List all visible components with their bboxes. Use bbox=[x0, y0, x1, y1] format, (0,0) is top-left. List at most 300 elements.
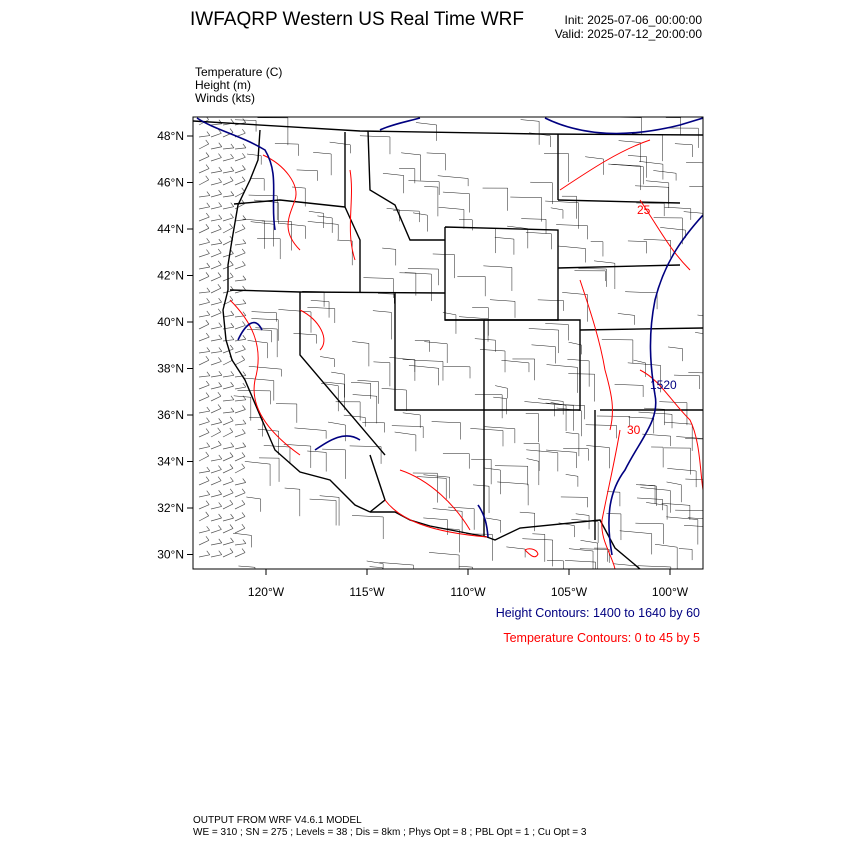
wind-barb bbox=[211, 543, 222, 545]
wind-barb bbox=[223, 457, 233, 461]
wind-barb-flag bbox=[206, 536, 209, 540]
county-line bbox=[285, 488, 300, 516]
county-line bbox=[568, 374, 594, 402]
wind-barb-flag bbox=[219, 202, 222, 206]
lon-tick-label: 120°W bbox=[247, 585, 285, 599]
wind-barb bbox=[211, 555, 222, 557]
height-contour-legend: Height Contours: 1400 to 1640 by 60 bbox=[495, 606, 700, 620]
county-line bbox=[688, 373, 715, 388]
county-line bbox=[562, 292, 587, 321]
wind-barb-flag bbox=[230, 129, 233, 133]
wind-barb bbox=[199, 433, 209, 437]
wind-barb bbox=[223, 195, 234, 197]
county-line bbox=[497, 482, 528, 505]
wind-barb-flag bbox=[231, 396, 234, 400]
county-line bbox=[246, 497, 260, 512]
wind-barb bbox=[235, 528, 245, 533]
wind-barb bbox=[235, 433, 245, 437]
wind-barb-flag bbox=[219, 323, 222, 327]
wind-barb bbox=[235, 456, 245, 461]
county-line bbox=[558, 246, 586, 262]
wind-barb bbox=[199, 505, 209, 509]
boundary-az-ca bbox=[370, 455, 385, 512]
county-line bbox=[653, 171, 676, 181]
wind-barb bbox=[223, 542, 234, 545]
county-line bbox=[666, 517, 698, 545]
county-line bbox=[659, 402, 687, 425]
wind-barb-flag bbox=[231, 382, 234, 386]
county-line bbox=[586, 425, 617, 439]
county-line bbox=[262, 221, 292, 250]
county-line bbox=[495, 237, 514, 254]
wind-barb-flag bbox=[219, 143, 222, 147]
wind-barb bbox=[199, 471, 210, 473]
county-line bbox=[408, 181, 439, 195]
wind-barb bbox=[199, 217, 209, 221]
page-title: IWFAQRP Western US Real Time WRF bbox=[190, 9, 524, 30]
wind-barb-flag bbox=[206, 452, 209, 456]
county-line bbox=[408, 269, 438, 286]
wind-barb-flag bbox=[218, 466, 221, 470]
lon-tick-label: 110°W bbox=[450, 585, 486, 599]
wind-barb-flag bbox=[231, 311, 234, 315]
county-line bbox=[363, 278, 393, 298]
county-line bbox=[642, 434, 670, 446]
wind-barb-flag bbox=[207, 407, 210, 411]
county-line bbox=[373, 362, 389, 386]
county-line bbox=[310, 499, 336, 525]
county-line bbox=[382, 388, 407, 411]
field-label-temperature: Temperature (C) bbox=[195, 65, 283, 79]
county-line bbox=[484, 468, 500, 494]
wind-barb bbox=[223, 400, 234, 401]
county-line bbox=[457, 276, 485, 296]
wind-barb bbox=[235, 493, 245, 497]
wind-barb bbox=[199, 196, 210, 197]
wind-barb bbox=[211, 182, 222, 185]
lon-tick-label: 115°W bbox=[349, 585, 385, 599]
wind-barb bbox=[211, 288, 221, 293]
wind-barb bbox=[223, 481, 233, 485]
boundary-ca-nv bbox=[300, 292, 385, 455]
wind-barb bbox=[223, 504, 233, 509]
wind-barb-flag bbox=[218, 273, 221, 277]
county-line bbox=[495, 386, 507, 399]
county-line bbox=[685, 439, 710, 465]
wind-barb-flag bbox=[230, 500, 233, 504]
county-line bbox=[403, 413, 420, 428]
wind-barb bbox=[199, 254, 209, 257]
county-line bbox=[532, 345, 556, 364]
county-line bbox=[409, 365, 439, 385]
wind-barb-flag bbox=[219, 539, 222, 543]
wind-barb bbox=[211, 375, 222, 377]
wind-barb-flag bbox=[231, 443, 234, 447]
wind-barb bbox=[235, 229, 245, 233]
wind-barb bbox=[223, 207, 234, 209]
county-line bbox=[392, 426, 423, 438]
county-line bbox=[432, 422, 461, 440]
wind-barb-flag bbox=[206, 213, 209, 217]
wind-barb-flag bbox=[206, 272, 209, 276]
wind-barb-flag bbox=[230, 477, 233, 481]
wind-barb-flag bbox=[242, 405, 245, 409]
county-line bbox=[352, 515, 383, 539]
wind-barb bbox=[199, 276, 209, 281]
county-line bbox=[309, 211, 324, 228]
wind-barb bbox=[211, 432, 221, 437]
wind-barb-flag bbox=[207, 526, 210, 530]
wind-barb-flag bbox=[231, 371, 234, 375]
county-line bbox=[483, 188, 508, 211]
county-line bbox=[403, 360, 415, 381]
lat-tick-label: 44°N bbox=[157, 222, 184, 236]
wind-barb-flag bbox=[218, 441, 221, 445]
boundary-sd-ne bbox=[558, 265, 680, 268]
contour-label-temperature-30: 30 bbox=[627, 423, 641, 437]
county-line bbox=[405, 273, 432, 301]
wind-barb bbox=[235, 243, 246, 245]
wind-barb-flag bbox=[218, 428, 221, 432]
wind-barb-flag bbox=[230, 296, 233, 300]
model-info-line: OUTPUT FROM WRF V4.6.1 MODEL bbox=[193, 815, 362, 826]
wind-barb-flag bbox=[207, 467, 210, 471]
boundary-ut bbox=[395, 293, 484, 410]
wind-barb-flag bbox=[219, 239, 222, 243]
wind-barb bbox=[235, 280, 246, 281]
county-line bbox=[427, 153, 446, 170]
wind-barb-flag bbox=[242, 261, 245, 265]
wind-barb bbox=[199, 324, 209, 329]
wind-barb bbox=[199, 351, 210, 353]
boundary-mexico bbox=[370, 512, 640, 569]
county-line bbox=[297, 170, 318, 181]
wind-barb-flag bbox=[231, 119, 234, 123]
wind-barb-flag bbox=[206, 176, 209, 180]
county-line bbox=[651, 447, 663, 467]
wind-barb-flag bbox=[206, 224, 209, 228]
lat-tick-label: 42°N bbox=[157, 268, 184, 283]
county-line bbox=[644, 239, 671, 258]
wind-barb bbox=[211, 219, 222, 221]
wind-barb-flag bbox=[230, 261, 233, 265]
wind-barb bbox=[211, 494, 222, 497]
wind-barb bbox=[223, 148, 234, 149]
county-line bbox=[307, 451, 326, 472]
county-line bbox=[578, 268, 606, 286]
wind-barb-flag bbox=[206, 165, 209, 169]
county-line bbox=[243, 219, 265, 249]
wind-barb-flag bbox=[206, 477, 209, 481]
wind-barb bbox=[235, 553, 245, 557]
wind-barb bbox=[199, 481, 209, 485]
wind-barb bbox=[199, 267, 210, 269]
county-line bbox=[247, 154, 261, 165]
county-line bbox=[255, 328, 277, 357]
wind-barb-flag bbox=[207, 298, 210, 302]
wind-barb-flag bbox=[242, 225, 245, 229]
wind-barb bbox=[223, 218, 233, 221]
county-line bbox=[311, 300, 329, 317]
wind-barb bbox=[235, 409, 245, 413]
county-line bbox=[483, 266, 512, 291]
county-line bbox=[313, 152, 331, 175]
wind-barb bbox=[235, 148, 246, 149]
county-line bbox=[234, 396, 251, 421]
wind-barb-flag bbox=[219, 551, 222, 555]
wind-barb bbox=[199, 360, 209, 365]
wind-barb-flag bbox=[207, 132, 210, 136]
wind-barb-flag bbox=[243, 540, 246, 544]
lat-tick-label: 36°N bbox=[157, 408, 184, 422]
wind-barb-flag bbox=[243, 383, 246, 387]
county-line bbox=[640, 488, 670, 513]
model-config-line: WE = 310 ; SN = 275 ; Levels = 38 ; Dis = 8km ; Phys Opt = 8 ; PBL Opt = 1 ; Cu Opt = 3 bbox=[193, 827, 587, 838]
county-line bbox=[594, 261, 615, 289]
wind-barb bbox=[235, 483, 246, 485]
county-line bbox=[526, 450, 558, 472]
county-line bbox=[538, 399, 563, 415]
wind-barb-flag bbox=[242, 249, 245, 253]
county-line bbox=[322, 449, 345, 479]
wind-barb-flag bbox=[219, 502, 222, 506]
wind-barb-flag bbox=[206, 501, 209, 505]
wind-barb bbox=[235, 339, 246, 341]
wind-barb bbox=[199, 207, 210, 209]
county-boundaries bbox=[233, 117, 720, 591]
wind-barb bbox=[235, 220, 246, 221]
wind-barb bbox=[211, 313, 221, 317]
wind-barb-flag bbox=[243, 119, 246, 123]
county-line bbox=[546, 403, 574, 431]
wind-barb bbox=[223, 360, 233, 365]
county-line bbox=[249, 417, 262, 436]
county-line bbox=[689, 186, 712, 209]
wind-barb bbox=[235, 544, 246, 545]
wind-barb-flag bbox=[207, 347, 210, 351]
wind-barb bbox=[223, 518, 234, 521]
county-line bbox=[529, 133, 550, 147]
wind-barb-flag bbox=[206, 140, 209, 144]
county-line bbox=[320, 357, 334, 367]
wind-barb bbox=[199, 228, 209, 233]
county-line bbox=[293, 333, 316, 343]
wind-barb-flag bbox=[242, 321, 245, 325]
county-line bbox=[636, 485, 655, 504]
wind-barb bbox=[211, 481, 221, 485]
wind-barb-flag bbox=[207, 372, 210, 376]
wind-barb-flag bbox=[207, 311, 210, 315]
wind-barb bbox=[211, 408, 221, 413]
wind-barb bbox=[235, 204, 245, 209]
county-line bbox=[684, 212, 714, 241]
wind-barb-flag bbox=[206, 381, 209, 385]
wind-barb-flag bbox=[218, 404, 221, 408]
wind-barb-flag bbox=[231, 323, 234, 327]
field-label-winds: Winds (kts) bbox=[195, 91, 255, 105]
lat-tick-label: 46°N bbox=[157, 175, 184, 190]
wind-barb bbox=[199, 530, 210, 533]
wind-barb-flag bbox=[207, 491, 210, 495]
wind-barb bbox=[235, 424, 246, 425]
wind-barb-flag bbox=[230, 428, 233, 432]
wind-barb-flag bbox=[242, 512, 245, 516]
contour-label-temperature-25: 25 bbox=[637, 203, 651, 217]
county-line bbox=[581, 540, 598, 569]
lat-tick-label: 32°N bbox=[157, 501, 184, 515]
county-line bbox=[258, 118, 288, 145]
wind-barb bbox=[211, 422, 222, 425]
wind-barb-flag bbox=[206, 250, 209, 254]
wind-barb-flag bbox=[242, 524, 245, 528]
lat-tick-label: 40°N bbox=[157, 315, 184, 329]
wind-barb-flag bbox=[207, 288, 210, 292]
wind-barb bbox=[199, 242, 210, 245]
wind-barb bbox=[211, 361, 221, 365]
wind-barb bbox=[235, 304, 246, 305]
wind-barb-flag bbox=[230, 417, 233, 421]
wind-barb bbox=[199, 516, 209, 521]
wind-barb-flag bbox=[206, 320, 209, 324]
lon-tick-label: 100°W bbox=[651, 585, 689, 599]
wind-barb bbox=[211, 124, 222, 125]
wind-barb-flag bbox=[243, 335, 246, 339]
county-line bbox=[470, 428, 503, 446]
wind-barb bbox=[235, 253, 245, 257]
county-line bbox=[664, 448, 690, 475]
wind-barb bbox=[211, 229, 221, 233]
boundary-idaho-montana bbox=[368, 131, 445, 240]
county-line bbox=[486, 518, 501, 533]
county-line bbox=[415, 340, 430, 351]
county-line bbox=[662, 503, 690, 520]
county-line bbox=[635, 186, 668, 204]
county-line bbox=[493, 397, 506, 414]
county-line bbox=[674, 375, 700, 389]
wind-barb-flag bbox=[230, 464, 233, 468]
wind-barb-flag bbox=[219, 418, 222, 422]
county-line bbox=[556, 225, 587, 240]
county-line bbox=[235, 120, 256, 132]
wind-barb-flag bbox=[206, 356, 209, 360]
lat-tick-label: 34°N bbox=[157, 454, 184, 469]
wind-barb bbox=[199, 456, 209, 461]
wind-barb bbox=[235, 349, 245, 353]
valid-time: Valid: 2025-07-12_20:00:00 bbox=[554, 27, 702, 41]
county-line bbox=[551, 208, 563, 219]
county-line bbox=[353, 395, 377, 424]
wind-barb-flag bbox=[206, 512, 209, 516]
wind-barb bbox=[199, 422, 209, 425]
wind-barb-flag bbox=[243, 372, 246, 376]
wind-barb-flag bbox=[218, 249, 221, 253]
county-line bbox=[438, 176, 468, 186]
wind-barb-flag bbox=[242, 129, 245, 133]
wind-barb-flag bbox=[243, 443, 246, 447]
lat-tick-label: 30°N bbox=[157, 547, 184, 562]
wind-barb-flag bbox=[218, 392, 221, 396]
wind-barb-flag bbox=[231, 408, 234, 412]
county-line bbox=[594, 548, 608, 562]
wind-barb-flag bbox=[242, 464, 245, 468]
wind-barb bbox=[235, 516, 245, 521]
wind-barb bbox=[211, 506, 222, 509]
county-line bbox=[684, 525, 713, 545]
wind-barb bbox=[199, 385, 209, 389]
wind-barb-flag bbox=[231, 336, 234, 340]
county-line bbox=[625, 292, 657, 309]
county-line bbox=[538, 300, 564, 311]
wind-barb-flag bbox=[231, 144, 234, 148]
wind-barb-flag bbox=[230, 453, 233, 457]
wind-barb bbox=[211, 327, 222, 329]
county-line bbox=[526, 232, 551, 249]
wind-barb bbox=[223, 432, 233, 437]
wind-barb bbox=[199, 447, 210, 449]
county-line bbox=[526, 413, 539, 442]
county-line bbox=[667, 468, 696, 487]
wind-barb-flag bbox=[219, 167, 222, 171]
county-line bbox=[510, 197, 541, 222]
county-line bbox=[686, 162, 716, 180]
county-line bbox=[527, 459, 539, 486]
wind-barb-flag bbox=[243, 216, 246, 220]
wind-barb bbox=[199, 397, 209, 401]
wind-barb-flag bbox=[206, 429, 209, 433]
wind-barb-flag bbox=[242, 429, 245, 433]
county-line bbox=[521, 120, 540, 145]
county-line bbox=[646, 502, 667, 519]
county-line bbox=[249, 366, 281, 376]
wind-barb bbox=[199, 337, 209, 341]
wind-barb-flag bbox=[231, 514, 234, 518]
county-line bbox=[275, 143, 298, 155]
wind-barb bbox=[235, 181, 245, 185]
wind-barb-flag bbox=[207, 551, 210, 555]
wind-barb-flag bbox=[206, 393, 209, 397]
county-line bbox=[485, 427, 515, 443]
county-line bbox=[569, 549, 593, 571]
wind-barb bbox=[211, 147, 222, 149]
wind-barb bbox=[211, 518, 222, 521]
wind-barb bbox=[199, 315, 210, 317]
boundary-ne-ks bbox=[580, 328, 703, 330]
wind-barb bbox=[223, 181, 233, 185]
county-line bbox=[302, 291, 324, 307]
county-line bbox=[697, 315, 720, 344]
longitude-axis bbox=[248, 569, 689, 599]
wind-barb-flag bbox=[242, 165, 245, 169]
wind-barb bbox=[211, 243, 222, 245]
wind-barb-flag bbox=[242, 452, 245, 456]
wind-barb-flag bbox=[207, 238, 210, 242]
county-line bbox=[276, 404, 297, 423]
county-line bbox=[443, 453, 469, 468]
wind-barb bbox=[223, 349, 233, 353]
wind-barb-flag bbox=[231, 154, 234, 158]
wind-barb bbox=[211, 302, 222, 305]
wind-barb bbox=[211, 386, 222, 389]
wind-barb-flag bbox=[243, 420, 246, 424]
wind-barb-flag bbox=[207, 443, 210, 447]
county-line bbox=[337, 240, 352, 265]
county-line bbox=[471, 459, 491, 484]
county-line bbox=[443, 366, 470, 378]
wind-barb bbox=[223, 528, 233, 533]
wind-barb bbox=[235, 265, 245, 269]
county-line bbox=[413, 213, 427, 232]
county-line bbox=[317, 216, 332, 233]
